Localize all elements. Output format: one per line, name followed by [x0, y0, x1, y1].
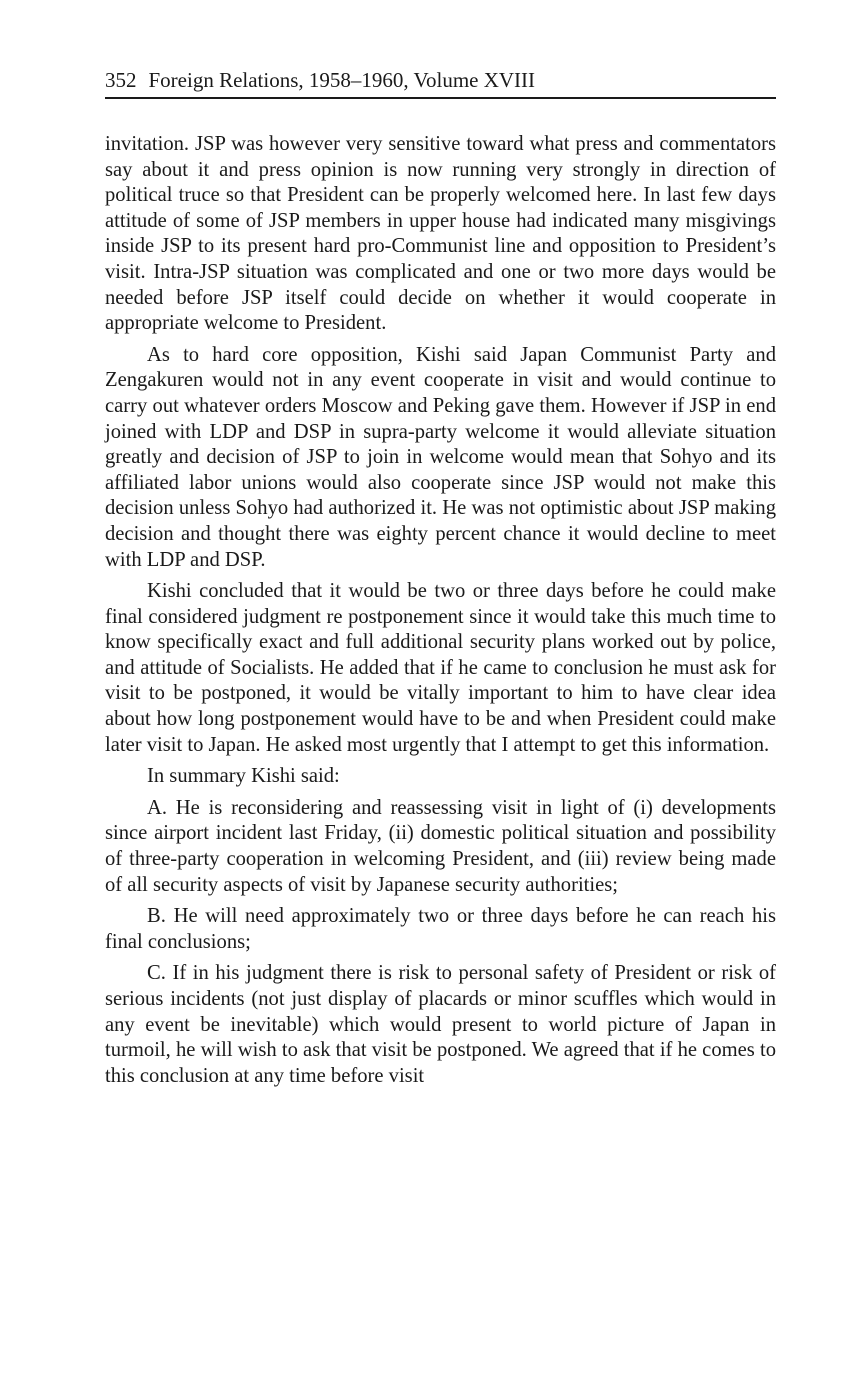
paragraph-kishi-concluded: Kishi concluded that it would be two or three days before he could make final considered judgment re postponement since it would take this much time to know specifically exact and full additional security plans worked out by police, and attitude of Socialists. He added that if he came to conclusion he must ask for visit to be postponed, it would be vitally important to him to have clear idea about how long postponement would have to be and when President could make later visit to Japan. He asked most urgently that I attempt to get this information. — [105, 580, 776, 756]
paragraph-summary-b: B. He will need approximately two or three days before he can reach his final conclusions; — [105, 905, 776, 953]
body-text — [105, 132, 776, 1095]
paragraph-continuation: invitation. JSP was however very sensitive toward what press and commentators say about it and press opinion is now running very strongly in direction of political truce so that President can be properly welcomed here. In last few days attitude of some of JSP members in upper house had indicated many misgivings inside JSP to its present hard pro-Communist line and opposition to President’s visit. Intra-JSP situation was complicated and one or two more days would be needed before JSP itself could decide on whether it would cooperate in appropriate welcome to President. — [105, 133, 776, 335]
paragraph-summary-intro: In summary Kishi said: — [147, 765, 340, 788]
running-title: Foreign Relations, 1958–1960, Volume XVIII — [148, 68, 536, 92]
page-number: 352 — [105, 68, 137, 92]
running-head — [105, 66, 776, 94]
paragraph-summary-c: C. If in his judgment there is risk to personal safety of President or risk of serious incidents (not just display of placards or minor scuffles which would in any event be inevitable) which would present to world picture of Japan in turmoil, he will wish to ask that visit be postponed. We agreed that if he comes to this conclusion at any time before visit — [105, 962, 776, 1087]
header-rule — [105, 97, 776, 99]
paragraph-summary-a: A. He is reconsidering and reassessing visit in light of (i) developments since airport incident last Friday, (ii) domestic political situation and possibility of three-party cooperation in welcoming President, and (iii) review being made of all security aspects of visit by Japanese security authorities; — [105, 796, 776, 896]
paragraph-hard-core-opposition: As to hard core opposition, Kishi said Japan Communist Party and Zengakuren would not in any event cooperate in visit and would continue to carry out whatever orders Moscow and Peking gave them. However if JSP in end joined with LDP and DSP in supra-party welcome it would alleviate situation greatly and decision of JSP to join in welcome would mean that Sohyo and its affiliated labor unions would also cooperate since JSP would not make this decision unless Sohyo had authorized it. He was not optimistic about JSP making decision and thought there was eighty percent chance it would decline to meet with LDP and DSP. — [105, 343, 776, 571]
